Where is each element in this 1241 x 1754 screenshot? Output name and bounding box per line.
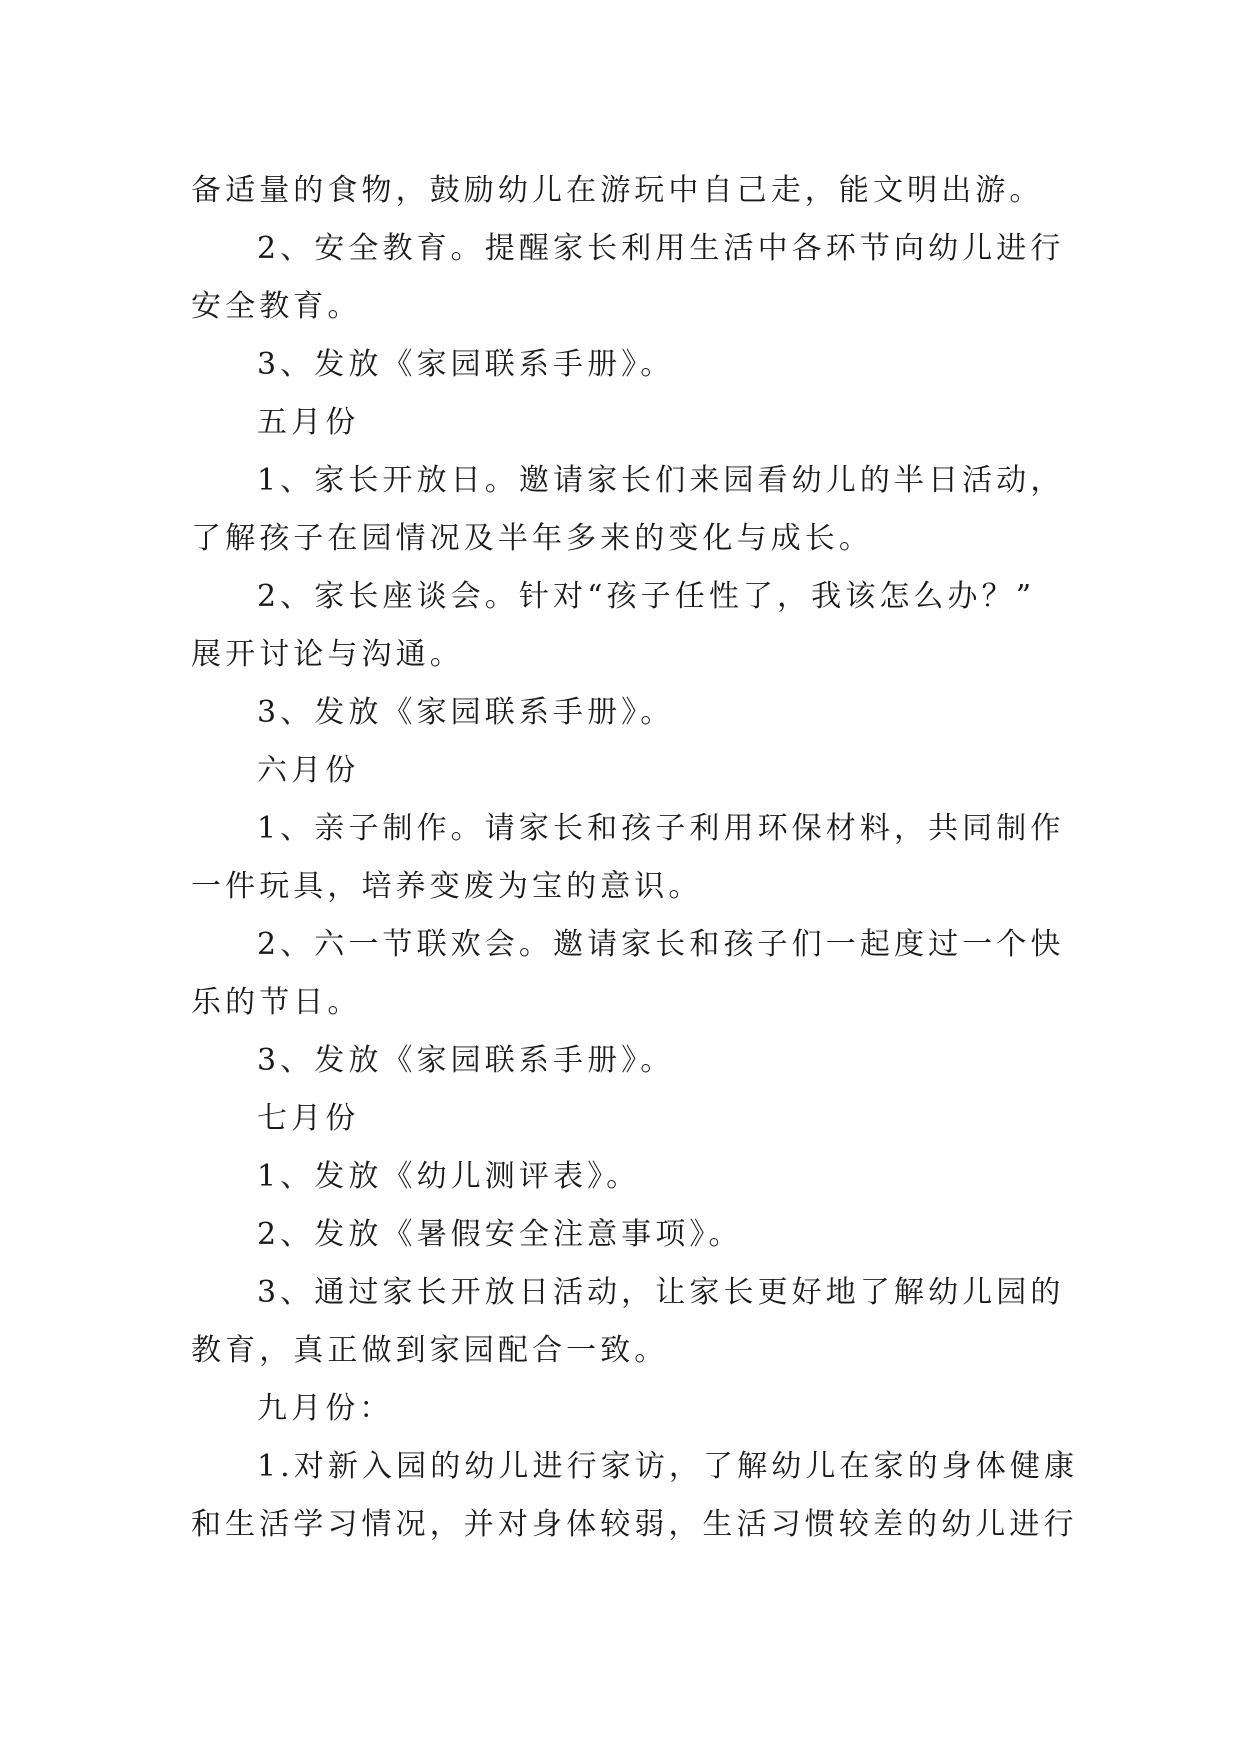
text-line: 1、家长开放日。邀请家长们来园看幼儿的半日活动，	[257, 463, 1065, 498]
section-heading: 六月份	[257, 753, 360, 788]
text-line: 教育，真正做到家园配合一致。	[191, 1333, 669, 1368]
text-line: 安全教育。	[191, 289, 362, 324]
text-line: 备适量的食物，鼓励幼儿在游玩中自己走，能文明出游。	[191, 173, 1044, 208]
section-heading: 五月份	[257, 405, 360, 440]
text-line: 3、通过家长开放日活动，让家长更好地了解幼儿园的	[257, 1275, 1065, 1310]
text-line: 2、六一节联欢会。邀请家长和孩子们一起度过一个快	[257, 927, 1065, 962]
text-line: 展开讨论与沟通。	[191, 637, 464, 672]
text-line: 乐的节日。	[191, 985, 362, 1020]
text-line: 2、安全教育。提醒家长利用生活中各环节向幼儿进行	[257, 231, 1065, 266]
text-line: 3、发放《家园联系手册》。	[257, 695, 675, 730]
text-line: 1.对新入园的幼儿进行家访，了解幼儿在家的身体健康	[257, 1449, 1079, 1484]
text-line: 了解孩子在园情况及半年多来的变化与成长。	[191, 521, 873, 556]
text-line: 3、发放《家园联系手册》。	[257, 347, 675, 382]
section-heading: 九月份：	[257, 1391, 394, 1426]
text-line: 2、发放《暑假安全注意事项》。	[257, 1217, 743, 1252]
text-line: 和生活学习情况，并对身体较弱，生活习惯较差的幼儿进行	[191, 1507, 1078, 1542]
text-line: 2、家长座谈会。针对“孩子任性了，我该怎么办？”	[257, 579, 1036, 614]
text-line: 1、发放《幼儿测评表》。	[257, 1159, 641, 1194]
document-body	[191, 162, 1079, 1554]
text-line: 1、亲子制作。请家长和孩子利用环保材料，共同制作	[257, 811, 1065, 846]
text-line: 一件玩具，培养变废为宝的意识。	[191, 869, 703, 904]
text-line: 3、发放《家园联系手册》。	[257, 1043, 675, 1078]
section-heading: 七月份	[257, 1101, 360, 1136]
